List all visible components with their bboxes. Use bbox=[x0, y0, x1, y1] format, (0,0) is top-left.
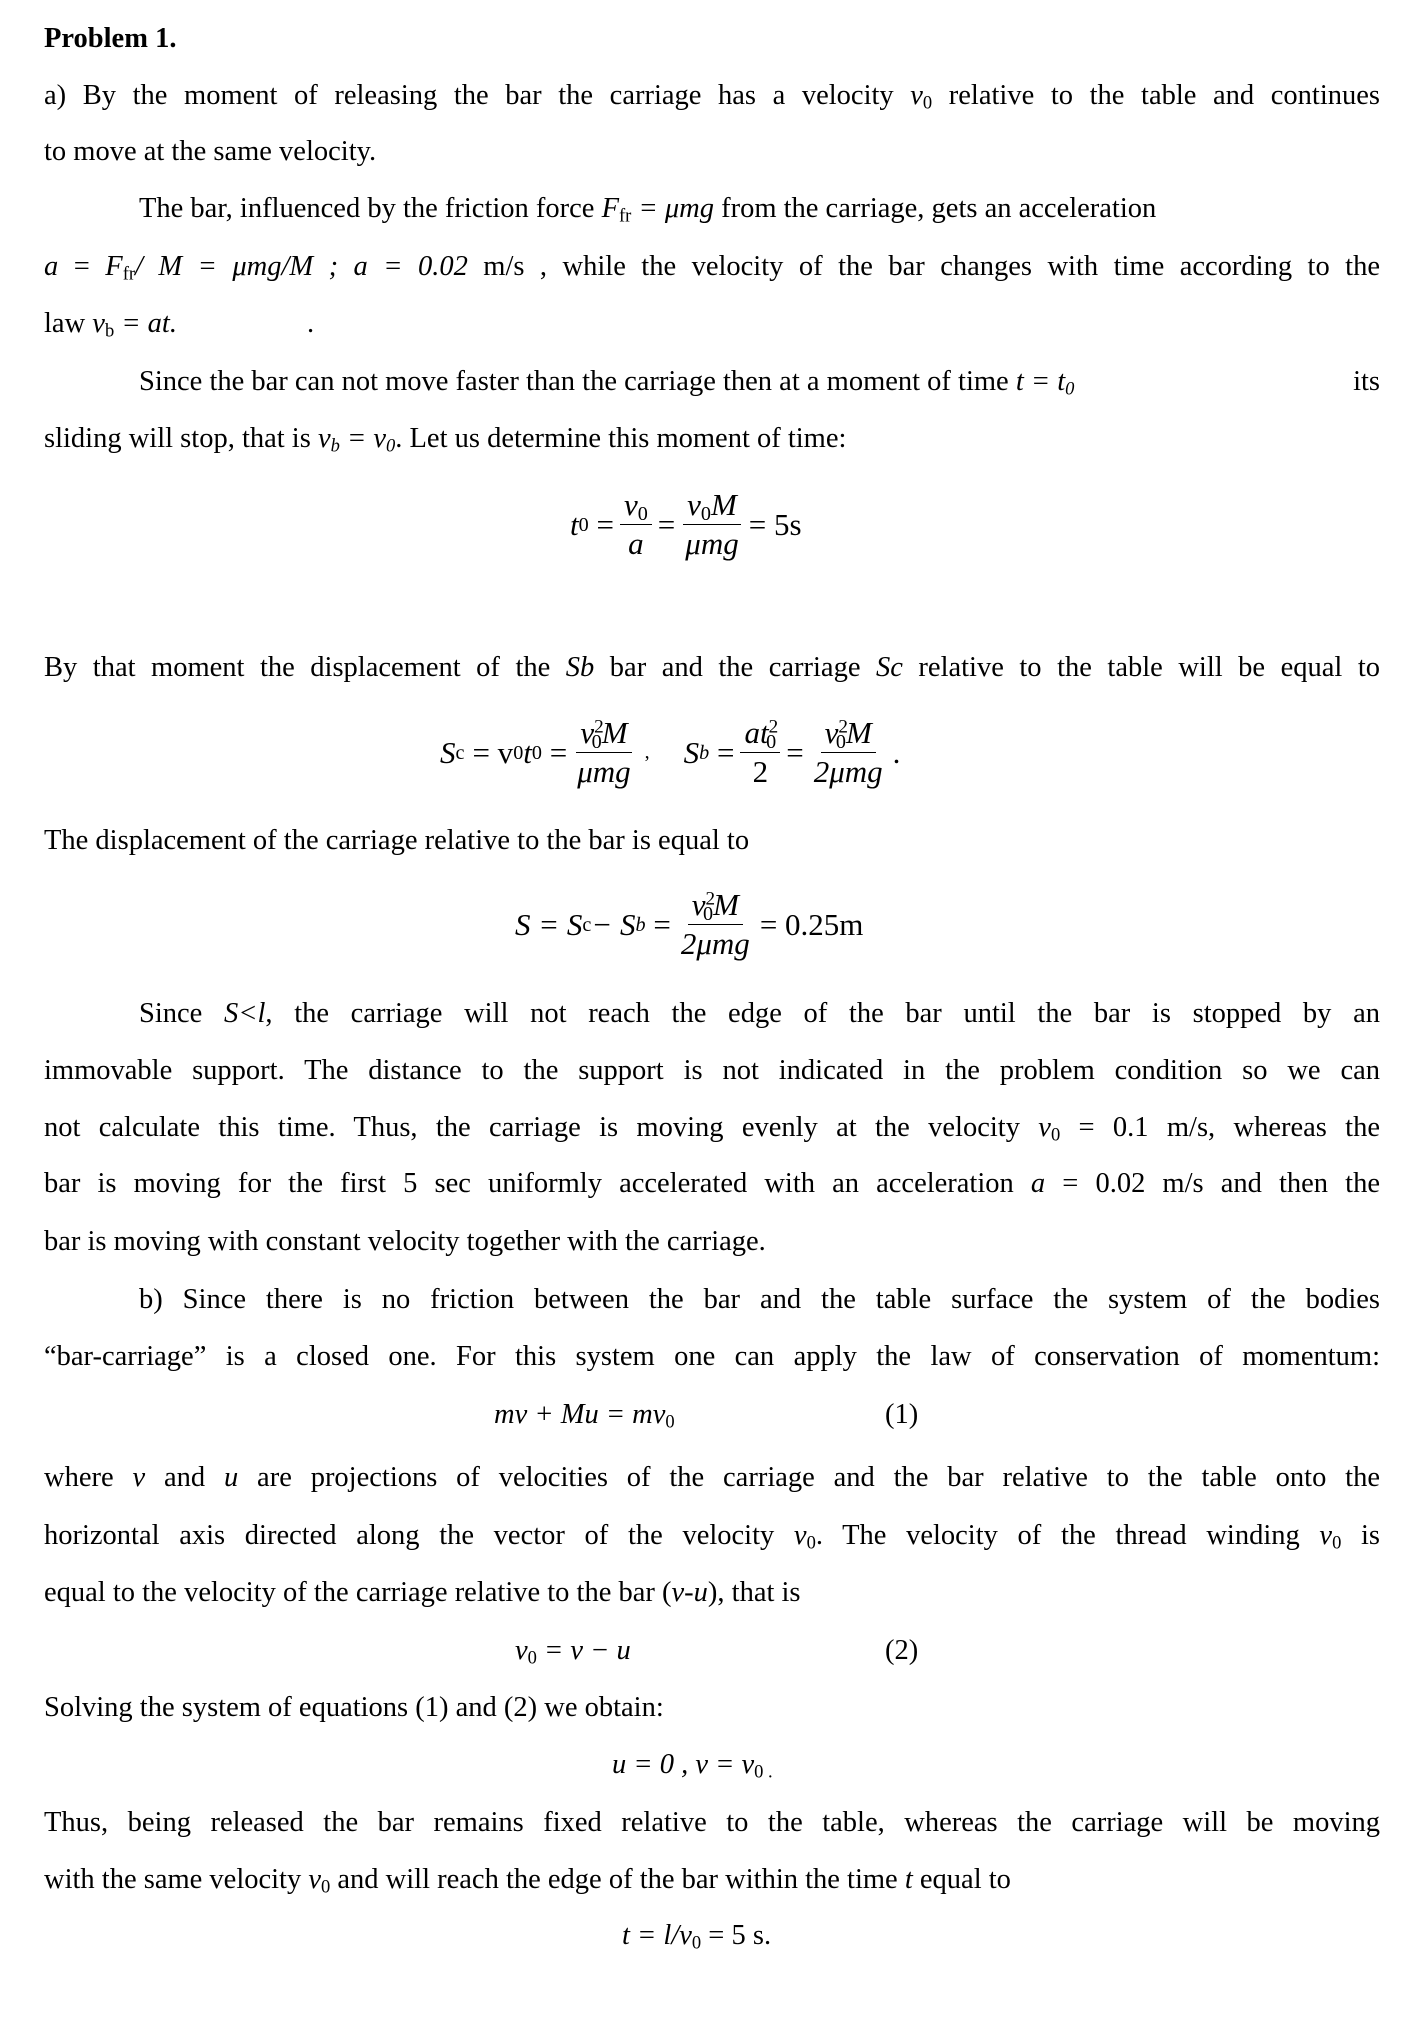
paragraph-line: “bar-carriage” is a closed one. For this system one can apply the law of conservation of momentum: bbox=[44, 1341, 1380, 1372]
paragraph-line: equal to the velocity of the carriage relative to the bar (v-u), that is bbox=[44, 1577, 801, 1608]
paragraph-line: Since the bar can not move faster than the carriage then at a moment of time $t = t_0$ its bbox=[139, 366, 1380, 400]
paragraph-line: immovable support. The distance to the support is not indicated in the problem condition so we can bbox=[44, 1055, 1380, 1086]
equation-solution: u = 0 , $v = v_{0 .}$ bbox=[612, 1749, 773, 1783]
paragraph-line: $a = F_{fr}/$ M = μmg/M ; a = 0.02 m/s , while the velocity of the bar changes with time according to the bbox=[44, 251, 1380, 285]
paragraph-line: not calculate this time. Thus, the carriage is moving evenly at the velocity $v_0 = 0.1$ m/s, whereas the bbox=[44, 1112, 1381, 1146]
paragraph-line: The bar, influenced by the friction force $F_{fr} = \mu mg$ from the carriage, gets an acceleration bbox=[139, 193, 1157, 227]
paragraph-line: where v and u are projections of velocities of the carriage and the bar relative to the table onto the bbox=[44, 1462, 1380, 1493]
equation-relative-displacement: S = S c − S b = $\frac{v^2_0M}{\text{2μmg}}$ = 0.25m bbox=[515, 887, 864, 961]
paragraph-line: a) By the moment of releasing the bar the carriage has a velocity $v_0$ relative to the table and continues bbox=[44, 80, 1380, 114]
paragraph-line: The displacement of the carriage relative to the bar is equal to bbox=[44, 825, 750, 856]
paragraph-line: to move at the same velocity. bbox=[44, 136, 377, 167]
equation-t0: t 0 = $\frac{v_0}{a}$ = $\frac{v_0M}{\text{μmg}}$ = 5s bbox=[570, 487, 802, 561]
paragraph-line: b) Since there is no friction between the bar and the table surface the system of the bodies bbox=[139, 1284, 1380, 1315]
equation-number-2: (2) bbox=[885, 1635, 919, 1666]
paragraph-line: By that moment the displacement of the Sb bar and the carriage Sc relative to the table will be equal to bbox=[44, 652, 1381, 683]
equation-displacements: S c = v 0 t 0 = $\frac{v^2_0M}{\text{μmg}}$ , S b = $\frac{at^2_0}{2}$ = $\frac{v^2_0M}{\text{2μmg}}$ . bbox=[440, 715, 901, 789]
paragraph-line: horizontal axis directed along the vector of the velocity $v_0$. The velocity of the thread winding $v_0$ is bbox=[44, 1520, 1381, 1554]
paragraph-line: bar is moving for the first 5 sec uniformly accelerated with an acceleration a = 0.02 m/s and then the bbox=[44, 1168, 1380, 1199]
equation-thread: $v_0 = v - u$ bbox=[515, 1635, 631, 1669]
paragraph-line: Solving the system of equations (1) and (2) we obtain: bbox=[44, 1692, 664, 1723]
equation-number-1: (1) bbox=[885, 1399, 919, 1430]
paragraph-line: Thus, being released the bar remains fixed relative to the table, whereas the carriage will be moving bbox=[44, 1807, 1380, 1838]
paragraph-line: Since S<l, the carriage will not reach the edge of the bar until the bar is stopped by an bbox=[139, 998, 1381, 1029]
equation-time: $t = l/v_0 = 5$ s. bbox=[622, 1920, 772, 1954]
equation-momentum: mv + $Mu = mv_0$ bbox=[494, 1399, 675, 1433]
paragraph-line: with the same velocity $v_0$ and will reach the edge of the bar within the time t equal to bbox=[44, 1864, 1011, 1898]
paragraph-line: bar is moving with constant velocity together with the carriage. bbox=[44, 1226, 766, 1257]
paragraph-line: law $v_b$ = at. . bbox=[44, 308, 315, 342]
paragraph-line: sliding will stop, that is $v_b = v_0$. Let us determine this moment of time: bbox=[44, 423, 847, 457]
problem-title: Problem 1. bbox=[44, 23, 177, 54]
